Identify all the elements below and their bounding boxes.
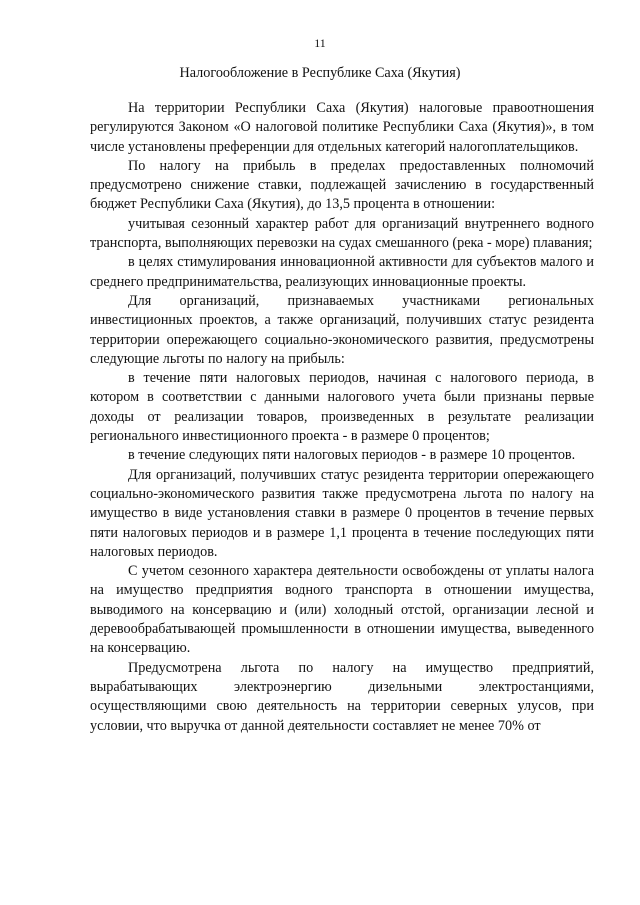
paragraph: С учетом сезонного характера деятельности освобождены от уплаты налога на имущество предприятия водного транспорта в отношении имущества, выводимого на консервацию и (или) холодный отстой, организации лесной и деревообрабатывающей промышленности в отношении имущества, выведенного на консервацию. (90, 563, 594, 657)
paragraph: По налогу на прибыль в пределах предоставленных полномочий предусмотрено снижение ставки, подлежащей зачислению в государственный бюджет Республики Саха (Якутия), до 13,5 процента в отношении: (90, 157, 594, 213)
paragraph: Предусмотрена льгота по налогу на имущество предприятий, вырабатывающих электроэнергию дизельными электростанциями, осуществляющими свою деятельность на территории северных улусов, при условии, что выручка от данной деятельности составляет не менее 70% от (90, 659, 594, 734)
paragraph: Для организаций, получивших статус резидента территории опережающего социально-экономического развития также предусмотрена льгота по налогу на имущество в виде установления ставки в размере 0 процентов в течение первых пяти налоговых периодов и в размере 1,1 процента в течение последующих пяти налоговых периодов. (90, 466, 594, 560)
page-number: 11 (314, 36, 326, 50)
paragraph: Для организаций, признаваемых участниками региональных инвестиционных проектов, а также организаций, получивших статус резидента территории опережающего социально-экономического развития, предусмотрены следующие льготы по налогу на прибыль: (90, 292, 594, 367)
document-body (90, 99, 594, 736)
page-title: Налогообложение в Республике Саха (Якутия) (179, 65, 461, 81)
paragraph: учитывая сезонный характер работ для организаций внутреннего водного транспорта, выполняющих перевозки на судах смешанного (река - море) плавания; (90, 215, 594, 252)
paragraph: в течение пяти налоговых периодов, начиная с налогового периода, в котором в соответствии с данными налогового учета были признаны первые доходы от реализации товаров, произведенных в результате реализации регионального инвестиционного проекта - в размере 0 процентов; (90, 370, 594, 445)
paragraph: На территории Республики Саха (Якутия) налоговые правоотношения регулируются Законом «О налоговой политике Республики Саха (Якутия)», в том числе установлены преференции для отдельных категорий налогоплательщиков. (90, 100, 594, 155)
paragraph: в течение следующих пяти налоговых периодов - в размере 10 процентов. (128, 447, 576, 464)
paragraph: в целях стимулирования инновационной активности для субъектов малого и среднего предпринимательства, реализующих инновационные проекты. (90, 254, 594, 290)
